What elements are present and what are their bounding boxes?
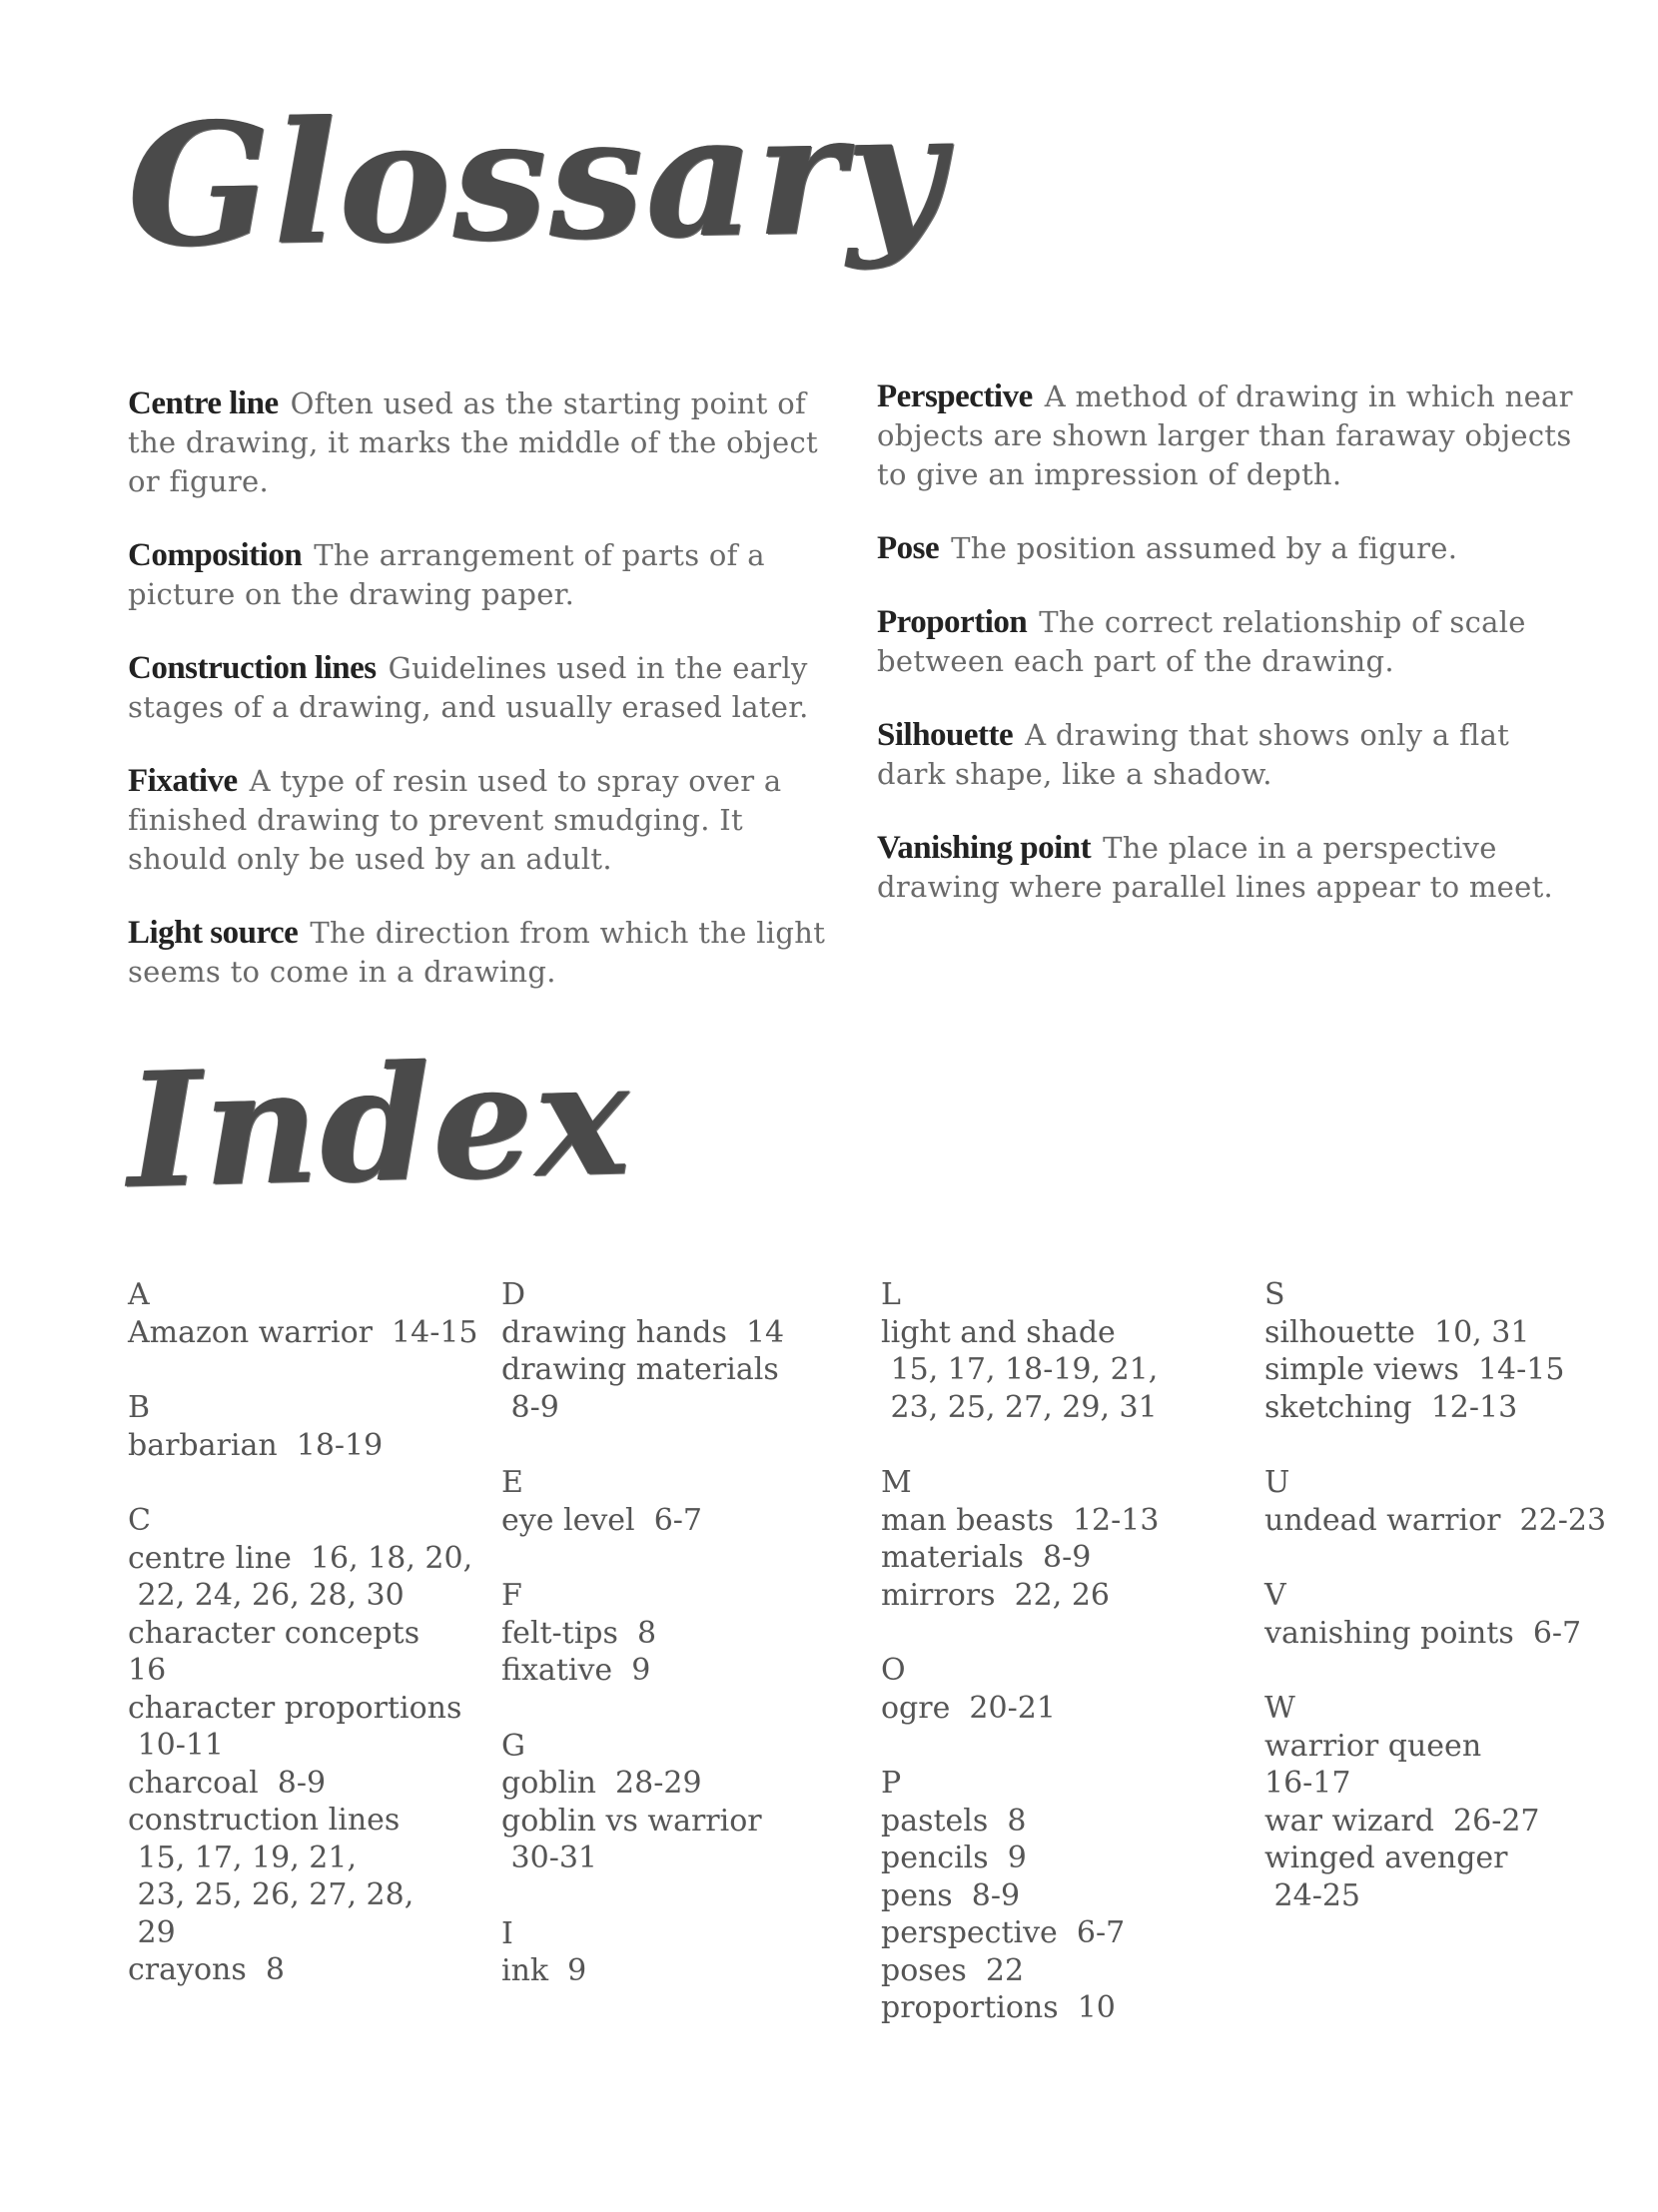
index-letter: E	[501, 1465, 523, 1500]
index-entry: winged avenger	[1264, 1841, 1508, 1875]
index-letter: F	[501, 1578, 522, 1613]
index-entry: ink 9	[501, 1953, 587, 1988]
index-letter: I	[501, 1915, 513, 1951]
glossary-definition: The correct relationship of scale between each part of the drawing.	[877, 605, 1526, 678]
index-group	[501, 1464, 871, 1539]
index-group	[881, 1464, 1250, 1614]
index-entry: barbarian 18-19	[128, 1427, 384, 1463]
index-letter: L	[881, 1277, 901, 1312]
glossary-entry	[128, 914, 847, 992]
glossary-definition: A drawing that shows only a flat dark shape, like a shadow.	[877, 718, 1510, 791]
index-entry: construction lines	[128, 1803, 401, 1838]
index-entry: goblin vs warrior	[501, 1803, 762, 1839]
index-letter: W	[1264, 1691, 1295, 1726]
glossary-term: Light source	[128, 915, 299, 951]
index-entry: pastels 8	[881, 1803, 1027, 1839]
index-column-4	[1264, 1276, 1644, 1952]
glossary-term: Proportion	[877, 604, 1028, 640]
index-letter: S	[1264, 1277, 1285, 1312]
index-group	[1264, 1577, 1644, 1652]
index-entry: fixative 9	[501, 1653, 651, 1688]
index-group	[1264, 1276, 1644, 1426]
index-entry: 24-25	[1264, 1877, 1361, 1913]
index-entry: poses 22	[881, 1952, 1025, 1988]
glossary-entry	[877, 377, 1576, 494]
index-entry: warrior queen	[1264, 1728, 1482, 1764]
glossary-entry	[877, 603, 1576, 681]
index-entry: proportions 10	[881, 1990, 1116, 2025]
index-group	[128, 1502, 497, 1989]
index-letter: M	[881, 1465, 912, 1500]
glossary-definition: The direction from which the light seems to come in a drawing.	[128, 916, 826, 989]
glossary-term: Perspective	[877, 378, 1033, 414]
index-entry: pens 8-9	[881, 1877, 1021, 1913]
index-letter: G	[501, 1728, 525, 1764]
index-entry: 30-31	[501, 1841, 598, 1875]
glossary-definition: The place in a perspective drawing where parallel lines appear to meet.	[877, 831, 1554, 904]
index-entry: felt-tips 8	[501, 1615, 657, 1651]
index-group	[501, 1728, 871, 1877]
index-group	[881, 1652, 1250, 1727]
index-entry: 16-17	[1264, 1766, 1351, 1801]
index-letter: V	[1264, 1578, 1286, 1613]
index-entry: war wizard 26-27	[1264, 1803, 1540, 1839]
index-group	[881, 1276, 1250, 1426]
index-heading: Index	[125, 1026, 634, 1224]
index-letter: D	[501, 1277, 526, 1312]
glossary-entry	[877, 529, 1576, 568]
index-entry: 16	[128, 1653, 167, 1688]
glossary-entry	[877, 829, 1576, 907]
index-letter: C	[128, 1503, 151, 1538]
index-entry: centre line 16, 18, 20,	[128, 1540, 473, 1576]
glossary-entry	[128, 649, 847, 727]
glossary-definition: Guidelines used in the early stages of a drawing, and usually erased later.	[128, 651, 809, 724]
glossary-definition: A method of drawing in which near objects are shown larger than faraway objects to give an impression of depth.	[877, 379, 1573, 491]
index-column-2	[501, 1276, 871, 2028]
index-entry: ogre 20-21	[881, 1690, 1056, 1726]
glossary-entry	[128, 762, 847, 879]
glossary-definition: Often used as the starting point of the drawing, it marks the middle of the object or figure.	[128, 386, 818, 498]
index-letter: U	[1264, 1465, 1290, 1500]
index-entry: 29	[128, 1914, 176, 1950]
index-entry: 8-9	[501, 1389, 559, 1425]
glossary-definition: A type of resin used to spray over a finished drawing to prevent smudging. It should only be used by an adult.	[128, 764, 782, 876]
glossary-left-column	[128, 384, 847, 1027]
index-column-3	[881, 1276, 1250, 2065]
index-entry: 23, 25, 26, 27, 28,	[128, 1877, 414, 1912]
index-entry: sketching 12-13	[1264, 1389, 1518, 1425]
index-entry: drawing hands 14	[501, 1314, 785, 1350]
index-entry: perspective 6-7	[881, 1915, 1126, 1950]
glossary-term: Pose	[877, 530, 940, 566]
glossary-heading: Glossary	[126, 72, 949, 286]
index-group	[881, 1765, 1250, 2027]
glossary-definition: The arrangement of parts of a picture on the drawing paper.	[128, 538, 765, 611]
index-entry: eye level 6-7	[501, 1502, 703, 1538]
glossary-term: Centre line	[128, 385, 279, 421]
index-entry: 15, 17, 19, 21,	[128, 1840, 357, 1875]
index-group	[128, 1276, 497, 1351]
index-letter: A	[128, 1277, 150, 1312]
index-group	[501, 1276, 871, 1426]
index-entry: pencils 9	[881, 1841, 1027, 1875]
index-entry: silhouette 10, 31	[1264, 1314, 1530, 1350]
index-entry: character proportions	[128, 1690, 462, 1726]
index-group	[1264, 1690, 1644, 1914]
glossary-term: Silhouette	[877, 717, 1014, 753]
glossary-term: Construction lines	[128, 650, 377, 686]
index-entry: charcoal 8-9	[128, 1765, 327, 1801]
index-entry: vanishing points 6-7	[1264, 1615, 1582, 1651]
index-entry: undead warrior 22-23	[1264, 1502, 1607, 1538]
index-entry: goblin 28-29	[501, 1766, 702, 1801]
index-entry: mirrors 22, 26	[881, 1577, 1111, 1613]
index-letter: P	[881, 1766, 902, 1801]
index-entry: 22, 24, 26, 28, 30	[128, 1578, 405, 1613]
glossary-entry	[128, 384, 847, 501]
index-entry: crayons 8	[128, 1952, 285, 1987]
index-entry: simple views 14-15	[1264, 1352, 1565, 1387]
glossary-entry	[128, 536, 847, 614]
index-entry: 10-11	[128, 1728, 225, 1763]
glossary-term: Vanishing point	[877, 830, 1092, 866]
index-entry: drawing materials	[501, 1352, 779, 1387]
index-column-1	[128, 1276, 497, 2027]
index-entry: 23, 25, 27, 29, 31	[881, 1389, 1158, 1425]
glossary-entry	[877, 716, 1576, 794]
index-group	[501, 1577, 871, 1690]
glossary-right-column	[877, 377, 1576, 942]
index-entry: light and shade	[881, 1314, 1116, 1350]
index-group	[1264, 1464, 1644, 1539]
glossary-term: Fixative	[128, 763, 238, 799]
index-letter: B	[128, 1390, 151, 1425]
index-entry: character concepts	[128, 1615, 420, 1651]
index-entry: Amazon warrior 14-15	[128, 1314, 478, 1350]
index-group	[501, 1915, 871, 1990]
index-entry: 15, 17, 18-19, 21,	[881, 1352, 1159, 1387]
glossary-definition: The position assumed by a figure.	[951, 531, 1458, 565]
index-entry: materials 8-9	[881, 1540, 1092, 1575]
index-entry: man beasts 12-13	[881, 1502, 1160, 1538]
index-letter: O	[881, 1653, 906, 1688]
index-group	[128, 1389, 497, 1464]
glossary-term: Composition	[128, 537, 303, 573]
